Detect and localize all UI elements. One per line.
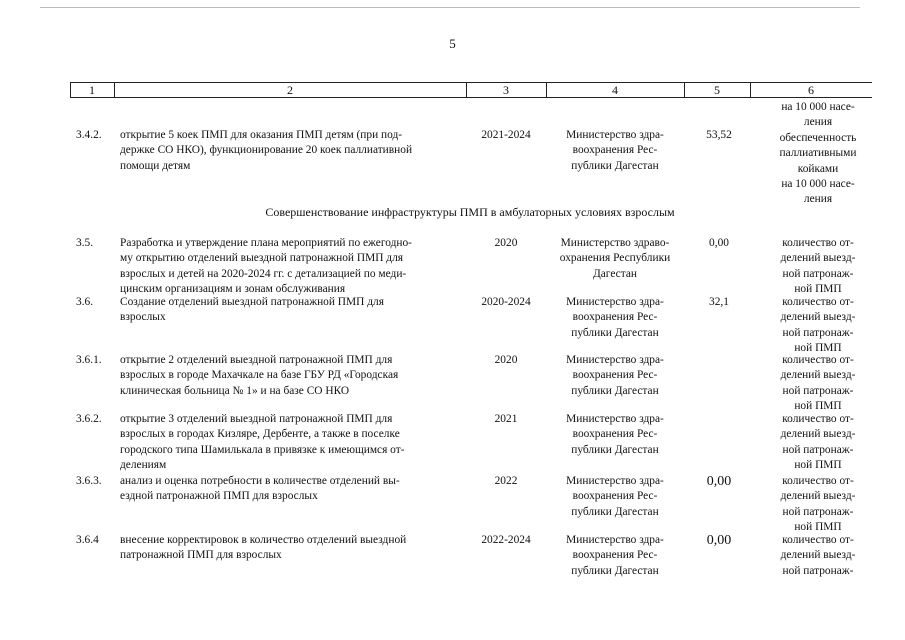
text-line: ной патронаж- (782, 443, 854, 456)
row-indicator (762, 533, 874, 579)
text-line: воохранения Рес- (572, 311, 658, 324)
text-line: патронажной ПМП для взрослых (120, 549, 282, 562)
text-line: воохранения Рес- (572, 428, 658, 441)
text-line: открытие 2 отделений выездной патронажной ПМП для (120, 354, 393, 366)
text-line: делений выезд- (780, 490, 856, 503)
text-line: ной ПМП (794, 400, 842, 413)
header-col-6: 6 (808, 83, 814, 97)
text-line: городского типа Шамилькала в привязке к имеющимся от- (120, 443, 405, 456)
text-line: внесение корректировок в количество отделений выездной (120, 534, 407, 546)
text-line: публики Дагестан (571, 159, 659, 172)
row-executor (546, 128, 684, 174)
page-number: 5 (449, 36, 456, 51)
text-line: койками (797, 162, 839, 175)
text-line: Министерство здра- (566, 534, 664, 546)
row-financing: 0,00 (706, 474, 732, 489)
text-line: Разработка и утверждение плана мероприятий по ежегодно- (120, 237, 412, 249)
text-line: помощи детям (120, 159, 191, 172)
row-executor (546, 474, 684, 520)
row-number: 3.4.2. (76, 129, 102, 141)
text-line: ления (803, 193, 833, 206)
text-line: публики Дагестан (571, 326, 659, 339)
text-line: на 10 000 насе- (781, 101, 855, 113)
header-divider (70, 82, 71, 98)
text-line: анализ и оценка потребности в количестве отделений вы- (120, 475, 400, 487)
text-line: взрослых в городе Махачкале на базе ГБУ РД «Городская (120, 369, 399, 382)
row-executor (546, 412, 684, 458)
text-line: делений выезд- (780, 252, 856, 265)
text-line: клиническая больница № 1» и на базе СО НКО (120, 384, 350, 397)
row-financing: 0,00 (709, 237, 729, 249)
row-number: 3.5. (76, 237, 94, 249)
row-years: 2020 (494, 354, 518, 366)
text-line: публики Дагестан (571, 443, 659, 456)
text-line: воохранения Рес- (572, 369, 658, 382)
row-description (120, 353, 460, 399)
scan-edge-line (40, 7, 860, 8)
text-line: Министерство здраво- (560, 237, 670, 249)
text-line: ной ПМП (794, 459, 842, 472)
text-line: воохранения Рес- (572, 549, 658, 562)
text-line: ной патронаж- (782, 326, 854, 339)
row-description (120, 295, 460, 326)
row-years: 2020-2024 (481, 296, 531, 308)
text-line: взрослых (120, 311, 166, 324)
text-line: ной ПМП (794, 521, 842, 534)
row-number: 3.6.4 (76, 534, 99, 546)
header-col-2: 2 (287, 83, 293, 97)
text-line: публики Дагестан (571, 505, 659, 518)
text-line: количество от- (782, 354, 854, 366)
text-line: ной патронаж- (782, 505, 854, 518)
text-line: Министерство здра- (566, 413, 664, 425)
text-line: Создание отделений выездной патронажной ПМП для (120, 296, 384, 308)
table-header-row (70, 82, 872, 98)
text-line: держке СО НКО), функционирование 20 коек паллиативной (120, 144, 413, 157)
text-line: открытие 3 отделений выездной патронажной ПМП для (120, 413, 393, 425)
row-financing: 53,52 (706, 129, 732, 141)
text-line: публики Дагестан (571, 564, 659, 577)
row-years: 2021 (494, 413, 518, 425)
text-line: ной ПМП (794, 342, 842, 355)
text-line: количество от- (782, 237, 854, 249)
row-years: 2022-2024 (481, 534, 531, 546)
text-line: Министерство здра- (566, 296, 664, 308)
header-col-4: 4 (612, 83, 618, 97)
row-number: 3.6.3. (76, 475, 102, 487)
row-indicator (762, 295, 874, 357)
text-line: ной ПМП (794, 283, 842, 296)
carryover-indicator (762, 100, 874, 208)
row-indicator (762, 236, 874, 298)
text-line: паллиативными (779, 147, 857, 160)
text-line: цинским организациям и зонам обслуживания (120, 283, 346, 296)
row-description (120, 128, 460, 174)
row-executor (546, 236, 684, 282)
text-line: делениям (120, 459, 167, 472)
row-indicator (762, 353, 874, 415)
row-number: 3.6.2. (76, 413, 102, 425)
text-line: Министерство здра- (566, 475, 664, 487)
text-line: воохранения Рес- (572, 144, 658, 157)
text-line: му открытию отделений выездной патронажной ПМП для (120, 252, 404, 265)
text-line: делений выезд- (780, 549, 856, 562)
text-line: количество от- (782, 534, 854, 546)
text-line: количество от- (782, 413, 854, 425)
row-financing: 0,00 (706, 533, 732, 548)
text-line: ления (803, 116, 833, 129)
text-line: ездной патронажной ПМП для взрослых (120, 490, 318, 503)
row-indicator (762, 474, 874, 536)
row-description (120, 236, 460, 298)
text-line: взрослых и детей на 2020-2024 гг. с детализацией по меди- (120, 267, 407, 280)
row-financing: 32,1 (709, 296, 729, 308)
row-description (120, 533, 460, 564)
text-line: ной патронаж- (782, 267, 854, 280)
text-line: охранения Республики (559, 252, 671, 265)
text-line: ной патронаж- (782, 564, 854, 577)
header-divider (466, 82, 467, 98)
text-line: делений выезд- (780, 311, 856, 324)
row-years: 2020 (494, 237, 518, 249)
header-col-3: 3 (503, 83, 509, 97)
row-number: 3.6.1. (76, 354, 102, 366)
header-col-1: 1 (89, 83, 95, 97)
row-years: 2021-2024 (481, 129, 531, 141)
text-line: делений выезд- (780, 428, 856, 441)
text-line: на 10 000 насе- (781, 178, 855, 191)
row-executor (546, 353, 684, 399)
header-divider (684, 82, 685, 98)
text-line: Министерство здра- (566, 129, 664, 141)
text-line: воохранения Рес- (572, 490, 658, 503)
text-line: открытие 5 коек ПМП для оказания ПМП детям (при под- (120, 129, 403, 141)
text-line: делений выезд- (780, 369, 856, 382)
header-divider (546, 82, 547, 98)
row-description (120, 412, 460, 474)
header-divider (750, 82, 751, 98)
text-line: Министерство здра- (566, 354, 664, 366)
row-description (120, 474, 460, 505)
text-line: ной патронаж- (782, 384, 854, 397)
text-line: публики Дагестан (571, 384, 659, 397)
text-line: взрослых в городах Кизляре, Дербенте, а также в поселке (120, 428, 400, 441)
text-line: количество от- (782, 475, 854, 487)
header-col-5: 5 (714, 83, 720, 97)
header-divider (114, 82, 115, 98)
row-executor (546, 295, 684, 341)
row-number: 3.6. (76, 296, 94, 308)
text-line: Дагестан (592, 267, 637, 280)
text-line: количество от- (782, 296, 854, 308)
text-line: обеспеченность (779, 131, 857, 144)
section-title: Совершенствование инфраструктуры ПМП в амбулаторных условиях взрослым (265, 205, 675, 219)
row-indicator (762, 412, 874, 474)
row-years: 2022 (494, 475, 518, 487)
row-executor (546, 533, 684, 579)
